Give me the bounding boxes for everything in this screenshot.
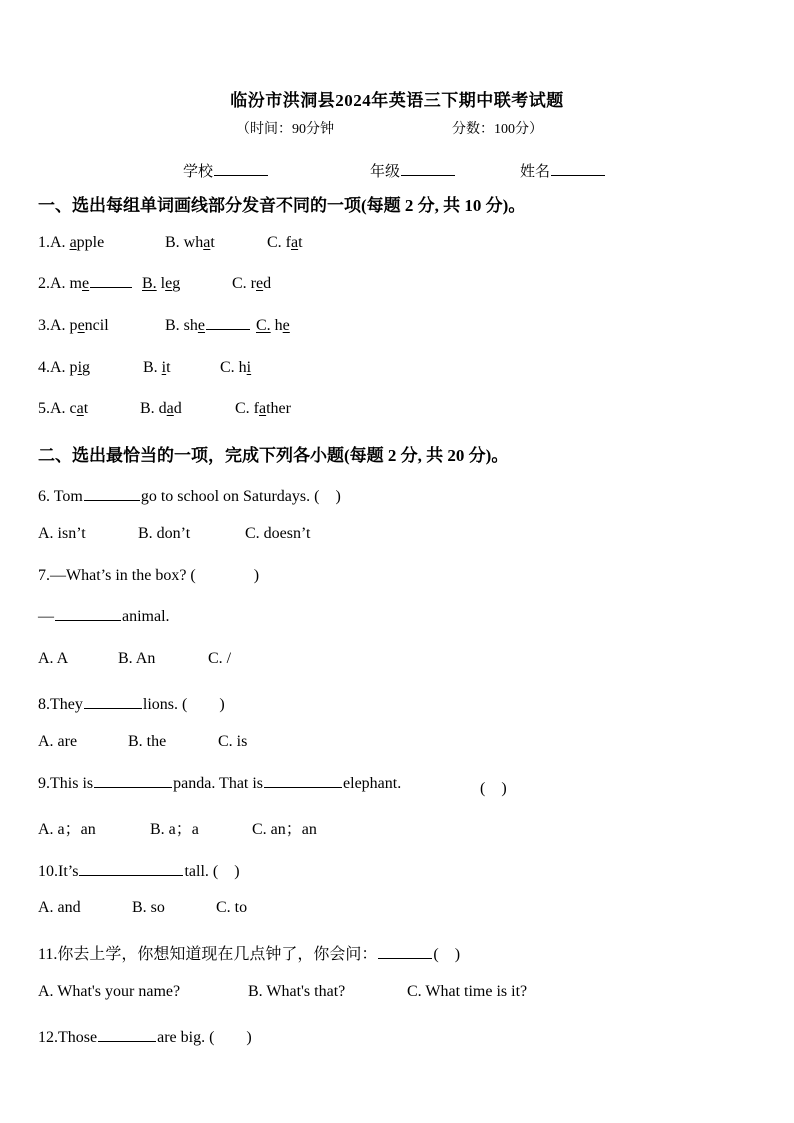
q8-option-c[interactable]: C. is [218, 733, 248, 750]
q10-option-b[interactable]: B. so [132, 899, 165, 916]
section1-heading: 一、选出每组单词画线部分发音不同的一项(每题 2 分, 共 10 分)。 [38, 196, 526, 215]
q10-blank[interactable] [79, 874, 183, 876]
name-field [520, 160, 606, 181]
q9-option-b[interactable]: B. a；a [150, 821, 199, 838]
q8-option-a[interactable]: A. are [38, 733, 78, 750]
q7-blank[interactable] [55, 619, 121, 621]
question-11: 11.你去上学，你想知道现在几点钟了，你会问： ( ) [38, 946, 461, 963]
school-label: 学校 [183, 164, 214, 180]
q8-blank[interactable] [84, 707, 142, 709]
q5-option-c[interactable]: C. father [235, 400, 291, 417]
q3-option-a[interactable]: 3.A. pencil [38, 317, 109, 334]
q1-option-b[interactable]: B. what [165, 234, 215, 251]
q6-option-b[interactable]: B. don’t [138, 525, 191, 542]
q4-option-a[interactable]: 4.A. pig [38, 359, 91, 376]
question-3 [38, 317, 758, 339]
q9-answer-paren: ( ) [480, 780, 507, 797]
q1-option-c[interactable]: C. fat [267, 234, 303, 251]
question-8: 8.They lions. ( ) [38, 696, 225, 713]
q9-blank-1[interactable] [94, 786, 172, 788]
q3-option-b[interactable]: B. she [165, 317, 251, 335]
question-6: 6. Tom go to school on Saturdays. ( ) [38, 488, 341, 505]
q6-option-a[interactable]: A. isn’t [38, 525, 86, 542]
section2-heading: 二、选出最恰当的一项，完成下列各小题(每题 2 分, 共 20 分)。 [38, 446, 509, 465]
q9-options [38, 816, 758, 838]
question-5 [38, 400, 758, 422]
question-2 [38, 275, 758, 297]
question-12: 12.Those are big. ( ) [38, 1029, 252, 1046]
q9-blank-2[interactable] [264, 786, 342, 788]
name-label: 姓名 [520, 164, 551, 180]
name-blank[interactable] [551, 174, 605, 176]
question-10: 10.It’s tall. ( ) [38, 863, 240, 880]
q2-option-a[interactable]: 2.A. me [38, 275, 133, 293]
q5-option-b[interactable]: B. dad [140, 400, 182, 417]
q7-options [38, 650, 758, 672]
school-field [183, 160, 269, 181]
q9-option-a[interactable]: A. a；an [38, 821, 96, 838]
q6-options [38, 525, 758, 547]
q11-option-b[interactable]: B. What's that? [248, 983, 346, 1000]
question-7-line2: — animal. [38, 608, 170, 625]
school-blank[interactable] [214, 174, 268, 176]
q11-option-a[interactable]: A. What's your name? [38, 983, 181, 1000]
q1-option-a[interactable]: 1.A. apple [38, 234, 105, 251]
q3-option-c[interactable]: C. he [256, 317, 290, 334]
grade-field [370, 160, 456, 181]
grade-blank[interactable] [401, 174, 455, 176]
q6-blank[interactable] [84, 499, 140, 501]
score-label: 分数：100分） [452, 122, 543, 137]
q6-option-c[interactable]: C. doesn’t [245, 525, 311, 542]
q10-option-a[interactable]: A. and [38, 899, 81, 916]
q7-option-b[interactable]: B. An [118, 650, 156, 667]
q7-option-a[interactable]: A. A [38, 650, 69, 667]
q11-options [38, 983, 758, 1005]
q4-option-c[interactable]: C. hi [220, 359, 252, 376]
grade-label: 年级 [370, 164, 401, 180]
q7-option-c[interactable]: C. / [208, 650, 232, 667]
q12-blank[interactable] [98, 1040, 156, 1042]
q11-option-c[interactable]: C. What time is it? [407, 983, 528, 1000]
q10-options [38, 899, 758, 921]
q2-option-b[interactable]: B. leg [142, 275, 181, 292]
page-title: 临汾市洪洞县2024年英语三下期中联考试题 [230, 91, 564, 110]
q4-option-b[interactable]: B. it [143, 359, 171, 376]
question-9: 9.This is panda. That is elephant. ( ) [38, 775, 507, 797]
question-1 [38, 234, 758, 256]
question-4 [38, 359, 758, 381]
q2-option-c[interactable]: C. red [232, 275, 272, 292]
q9-option-c[interactable]: C. an；an [252, 821, 317, 838]
q8-options [38, 733, 758, 755]
q11-blank[interactable] [378, 957, 432, 959]
q5-option-a[interactable]: 5.A. cat [38, 400, 89, 417]
q8-option-b[interactable]: B. the [128, 733, 167, 750]
q10-option-c[interactable]: C. to [216, 899, 248, 916]
time-label: （时间：90分钟 [236, 122, 334, 137]
question-7: 7.—What’s in the box? ( ) [38, 567, 260, 584]
